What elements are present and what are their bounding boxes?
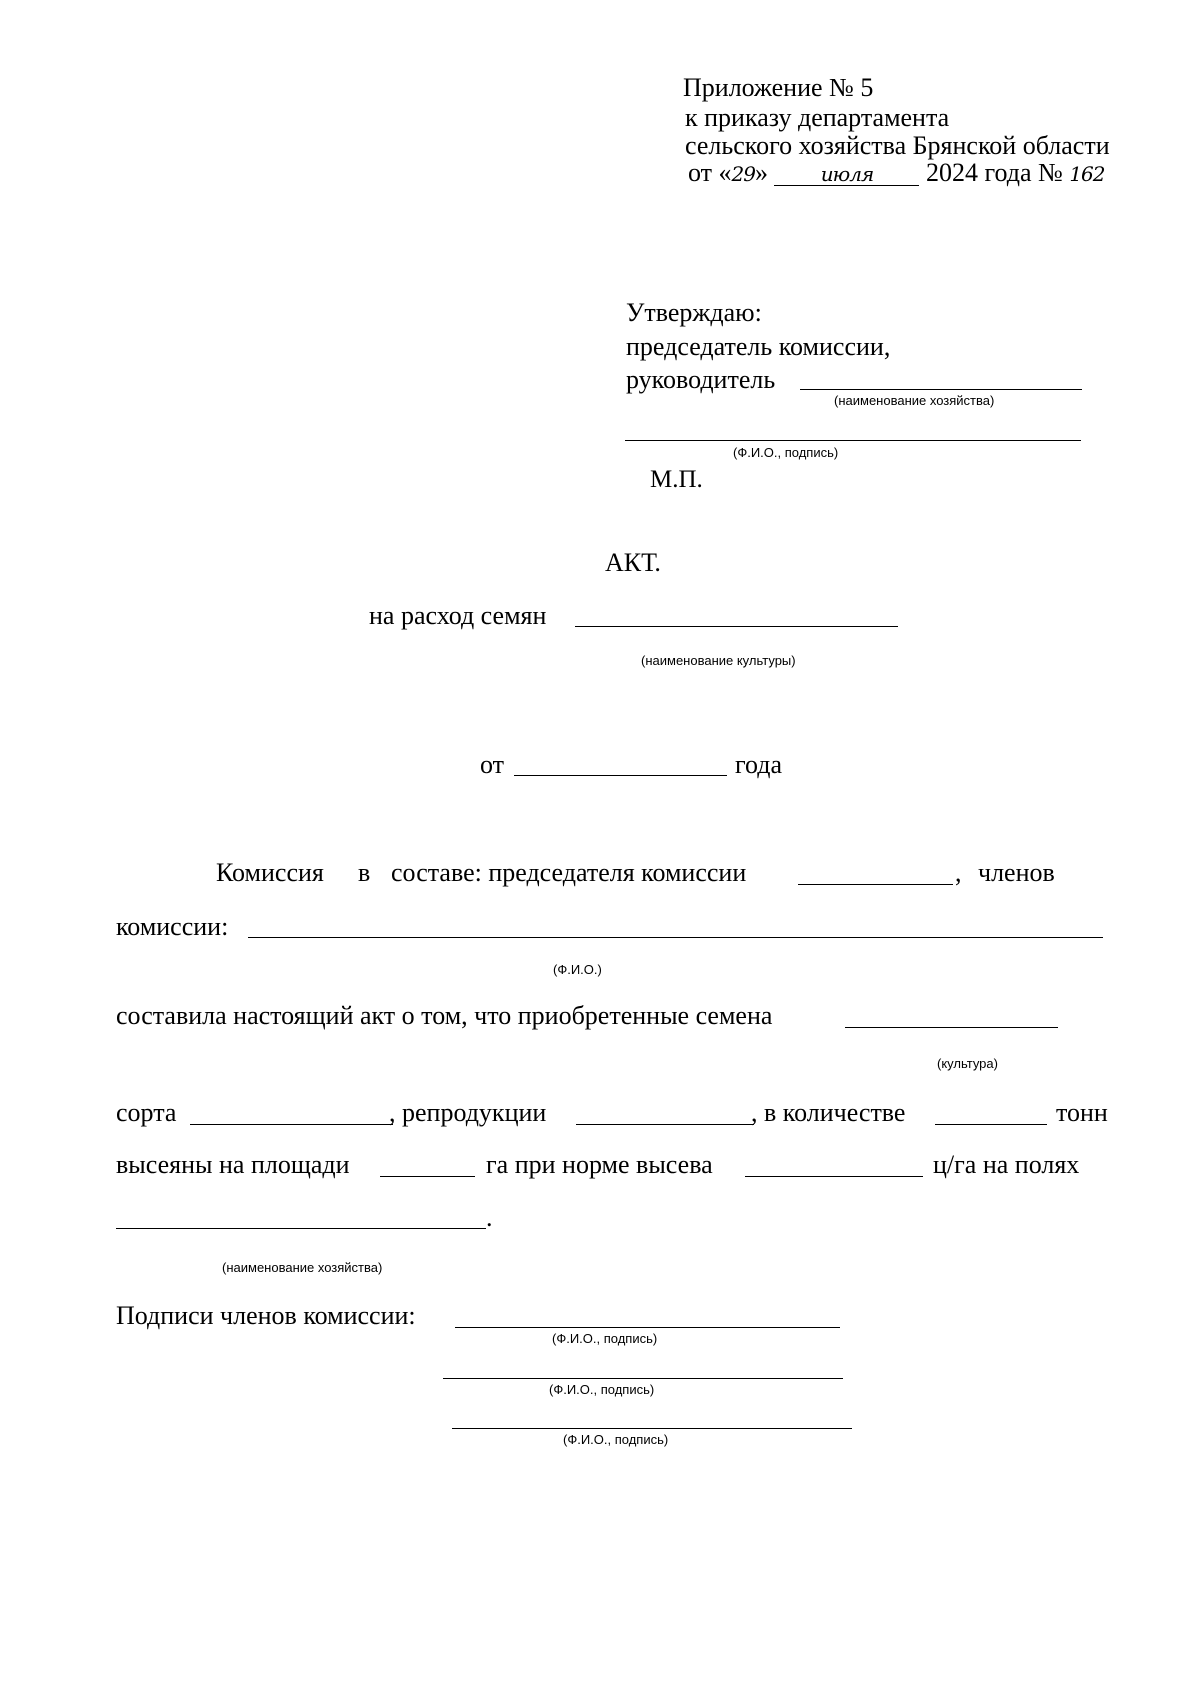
appendix-day-suffix: » (754, 158, 768, 187)
quantity-blank (935, 1124, 1047, 1125)
act-date-suffix: года (735, 750, 783, 779)
appendix-month-field (774, 160, 919, 186)
members-fio-caption: (Ф.И.О.) (553, 962, 602, 977)
appendix-year-text: 2024 года № (925, 158, 1063, 187)
quantity-label: , в количестве (751, 1098, 906, 1127)
area-blank (380, 1176, 475, 1177)
approval-head-label: руководитель (626, 365, 776, 394)
act-culture-blank (575, 626, 898, 627)
signature-caption-2: (Ф.И.О., подпись) (549, 1382, 655, 1397)
sown-area-label: высеяны на площади (116, 1150, 350, 1179)
variety-label: сорта (116, 1098, 177, 1127)
members-label: комиссии: (116, 912, 229, 941)
stamp-place: М.П. (650, 466, 703, 493)
act-culture-caption: (наименование культуры) (641, 653, 796, 668)
act-title-dot: . (654, 548, 661, 577)
appendix-title: Приложение № 5 (683, 73, 874, 102)
act-title-text: АКТ (605, 548, 655, 577)
appendix-number-handwritten: 162 (1069, 162, 1105, 186)
tons-label: тонн (1056, 1098, 1108, 1127)
seeds-culture-blank (845, 1027, 1058, 1028)
appendix-order-line: к приказу департамента (685, 103, 950, 132)
reproduction-label: , репродукции (389, 1098, 547, 1127)
rate-blank (745, 1176, 923, 1177)
act-title (605, 550, 661, 576)
commission-word-4: членов (978, 858, 1055, 887)
appendix-department-line: сельского хозяйства Брянской области (685, 131, 1110, 160)
fields-period: . (486, 1203, 493, 1232)
fields-farm-blank (116, 1228, 486, 1229)
appendix-month-handwritten: июля (820, 162, 874, 186)
commission-word-1: Комиссия (216, 858, 324, 887)
signatures-label: Подписи членов комиссии: (116, 1301, 416, 1330)
signature-caption-1: (Ф.И.О., подпись) (552, 1331, 658, 1346)
signature-caption-3: (Ф.И.О., подпись) (563, 1432, 669, 1447)
approval-farm-name-blank (800, 389, 1082, 390)
signature-blank-1 (455, 1327, 840, 1328)
fields-farm-caption: (наименование хозяйства) (222, 1260, 383, 1275)
variety-blank (190, 1124, 393, 1125)
approval-heading: Утверждаю: (626, 298, 762, 327)
act-date-blank (514, 775, 727, 776)
act-date-prefix: от (480, 750, 505, 779)
appendix-date-prefix: от « (688, 158, 732, 187)
approval-signature-caption: (Ф.И.О., подпись) (733, 445, 839, 460)
signature-blank-2 (443, 1378, 843, 1379)
commission-word-3: составе: председателя комиссии (391, 858, 747, 887)
appendix-date-line (688, 160, 1105, 186)
approval-head-line (626, 367, 775, 393)
compiled-text: составила настоящий акт о том, что приобретенные семена (116, 1001, 773, 1030)
approval-signature-blank (625, 440, 1081, 441)
chairman-name-blank (798, 884, 953, 885)
approval-farm-caption: (наименование хозяйства) (834, 393, 995, 408)
act-subtitle: на расход семян (369, 601, 547, 630)
reproduction-blank (576, 1124, 754, 1125)
members-names-blank (248, 937, 1103, 938)
fields-label: ц/га на полях (933, 1150, 1080, 1179)
commission-comma: , (955, 858, 962, 887)
culture-caption: (культура) (937, 1056, 998, 1071)
signature-blank-3 (452, 1428, 852, 1429)
commission-word-2: в (358, 858, 371, 887)
appendix-day-handwritten: 29 (731, 162, 755, 186)
approval-chairman: председатель комиссии, (626, 332, 891, 361)
rate-label: га при норме высева (486, 1150, 713, 1179)
